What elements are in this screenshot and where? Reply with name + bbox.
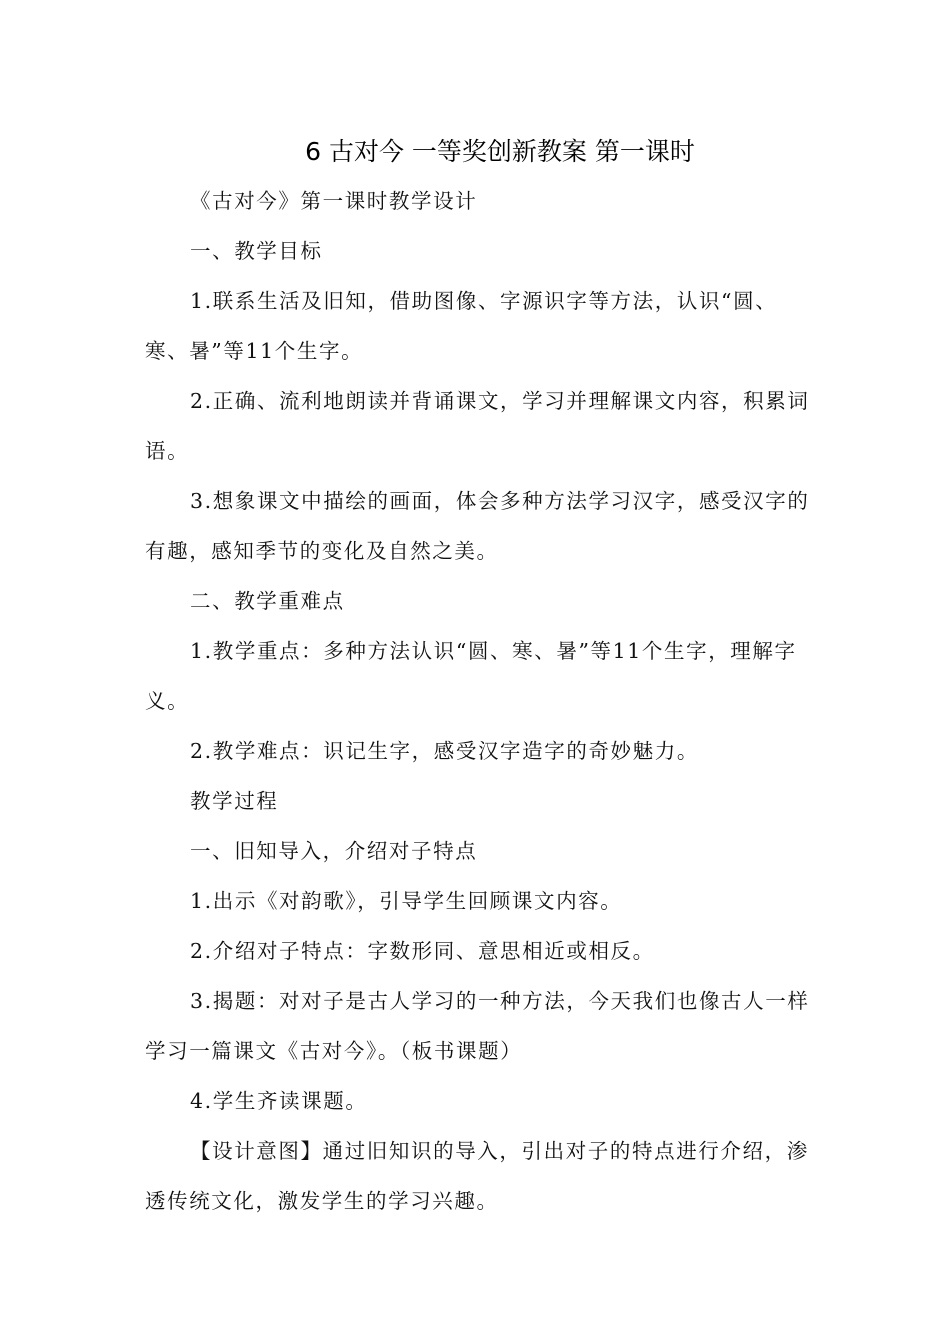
paragraph-objective-3: 3.想象课文中描绘的画面，体会多种方法学习汉字，感受汉字的有趣，感知季节的变化及自然之美。	[145, 489, 810, 563]
paragraph-difficult-point: 2.教学难点：识记生字，感受汉字造字的奇妙魅力。	[190, 739, 699, 763]
paragraph-key-point: 1.教学重点：多种方法认识“圆、寒、暑”等11个生字，理解字义。	[145, 639, 797, 713]
paragraph-section-heading: 教学过程	[190, 789, 279, 813]
paragraph-objective-1: 1.联系生活及旧知，借助图像、字源识字等方法，认识“圆、寒、暑”等11个生字。	[145, 289, 778, 363]
paragraph-design-intent: 【设计意图】通过旧知识的导入，引出对子的特点进行介绍，渗透传统文化，激发学生的学习兴趣。	[145, 1139, 809, 1213]
paragraph-subtitle: 《古对今》第一课时教学设计	[190, 189, 478, 213]
paragraph-step-2: 2.介绍对子特点：字数形同、意思相近或相反。	[190, 939, 655, 963]
document-body	[145, 176, 810, 1226]
document-title: 6 古对今 一等奖创新教案 第一课时	[305, 137, 695, 166]
paragraph-section-heading: 一、旧知导入，介绍对子特点	[190, 839, 478, 863]
paragraph-step-1: 1.出示《对韵歌》，引导学生回顾课文内容。	[190, 889, 623, 913]
paragraph-section-heading: 二、教学重难点	[190, 589, 345, 613]
paragraph-step-3: 3.揭题：对对子是古人学习的一种方法，今天我们也像古人一样学习一篇课文《古对今》。（板书课题）	[145, 989, 810, 1063]
paragraph-step-4: 4.学生齐读课题。	[190, 1089, 368, 1113]
paragraph-section-heading: 一、教学目标	[190, 239, 323, 263]
paragraph-objective-2: 2.正确、流利地朗读并背诵课文，学习并理解课文内容，积累词语。	[145, 389, 810, 463]
